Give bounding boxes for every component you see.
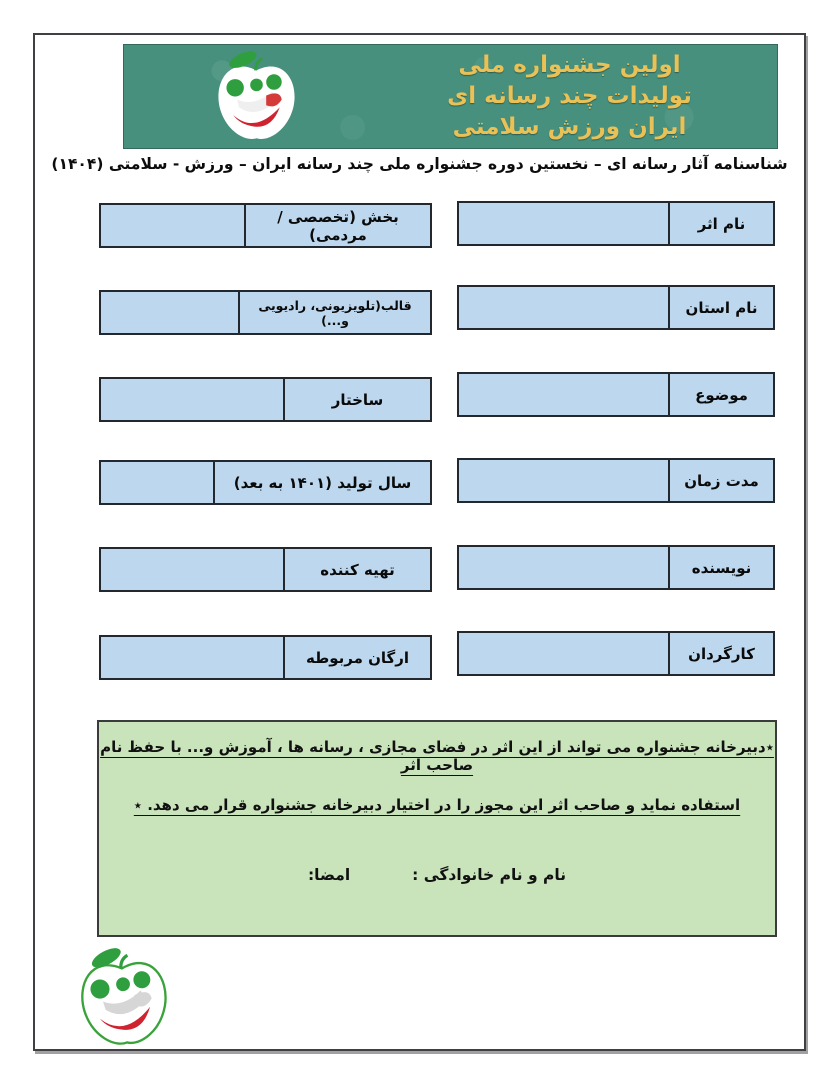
field-producer xyxy=(99,547,432,592)
field-production-year xyxy=(99,460,432,505)
related-organization-input[interactable] xyxy=(101,637,283,678)
notice-line-1: ٭دبیرخانه جشنواره می تواند از این اثر در فضای مجازی ، رسانه ها ، آموزش و... با حفظ نام صاحب اثر xyxy=(100,738,774,774)
field-subject xyxy=(457,372,775,417)
director-label: کارگردان xyxy=(668,633,773,674)
field-work-title xyxy=(457,201,775,246)
banner-line-2: تولیدات چند رسانه ای xyxy=(447,83,692,109)
writer-input[interactable] xyxy=(459,547,668,588)
work-title-label: نام اثر xyxy=(668,203,773,244)
province-name-label: نام استان xyxy=(668,287,773,328)
field-writer xyxy=(457,545,775,590)
field-section xyxy=(99,203,432,248)
page-title: شناسنامه آثار رسانه ای – نخستین دوره جشنواره ملی چند رسانه ایران – ورزش - سلامتی (۱۴۰۴) xyxy=(51,155,788,173)
province-name-input[interactable] xyxy=(459,287,668,328)
structure-input[interactable] xyxy=(101,379,283,420)
producer-input[interactable] xyxy=(101,549,283,590)
producer-label: تهیه کننده xyxy=(283,549,430,590)
director-input[interactable] xyxy=(459,633,668,674)
duration-input[interactable] xyxy=(459,460,668,501)
subject-label: موضوع xyxy=(668,374,773,415)
field-structure xyxy=(99,377,432,422)
field-related-organization xyxy=(99,635,432,680)
section-input[interactable] xyxy=(101,205,244,246)
notice-line-2: استفاده نماید و صاحب اثر این مجوز را در اختیار دبیرخانه جشنواره قرار می دهد. ٭ xyxy=(133,796,741,814)
field-duration xyxy=(457,458,775,503)
format-label: قالب(تلویزیونی، رادیویی و...) xyxy=(238,292,430,333)
format-input[interactable] xyxy=(101,292,238,333)
document-page xyxy=(33,33,806,1051)
production-year-input[interactable] xyxy=(101,462,213,503)
field-province-name xyxy=(457,285,775,330)
section-label: بخش (تخصصی /مردمی) xyxy=(244,205,430,246)
apple-face-logo-icon xyxy=(169,49,344,146)
related-organization-label: ارگان مربوطه xyxy=(283,637,430,678)
subject-input[interactable] xyxy=(459,374,668,415)
field-format xyxy=(99,290,432,335)
banner-line-3: ایران ورزش سلامتی xyxy=(452,114,687,140)
field-director xyxy=(457,631,775,676)
structure-label: ساختار xyxy=(283,379,430,420)
writer-label: نویسنده xyxy=(668,547,773,588)
apple-face-logo-outline-icon xyxy=(56,941,191,1056)
banner-title-text xyxy=(374,51,765,142)
usage-notice-box xyxy=(97,720,777,937)
full-name-label: نام و نام خانوادگی : xyxy=(412,866,567,884)
festival-banner xyxy=(123,44,778,149)
signature-label: امضا: xyxy=(307,866,351,884)
production-year-label: سال تولید (۱۴۰۱ به بعد) xyxy=(213,462,430,503)
work-title-input[interactable] xyxy=(459,203,668,244)
banner-line-1: اولین جشنواره ملی xyxy=(458,52,681,78)
duration-label: مدت زمان xyxy=(668,460,773,501)
